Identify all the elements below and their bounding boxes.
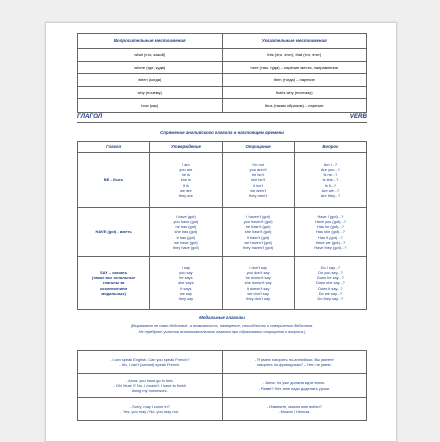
pronoun-interrogative: what (что, какой) [78,49,223,62]
conj-header-question: Вопрос [294,142,366,153]
conj-affirmative: I say you say he says she says it says we say they say [150,257,222,310]
pronoun-demonstrative: here (там, туда) – наречие места, направления [222,61,367,74]
conj-verb: HAVE (got) - иметь [78,208,150,257]
example-russian: - Извините, можно мне войти? - Можно / Нельзя. [222,398,367,421]
pronoun-interrogative: when (когда) [78,74,223,87]
section-title-en: VERB [349,113,367,120]
conj-header-verb: Глагол [78,142,150,153]
conj-header-affirmative: Утверждение [150,142,222,153]
example-english: - Anna, you must go to bed. - Oh! Must I? No, I mustn't. I have to finish doing my homework. [78,374,223,398]
example-russian: - Я умею говорить по-английски. Вы умеете говорить по-французски? – Нет, не умею. [222,351,367,374]
conj-negative: I'm not you aren't he isn't she isn't it isn't we aren't they aren't [222,153,294,208]
conj-verb: BE - быть [78,153,150,208]
modal-verbs-block [77,315,367,334]
conj-affirmative: I am you are he is she is it is we are they are [150,153,222,208]
example-english: - I can speak English. Can you speak French? - No, I can't (cannot) speak French. [78,351,223,374]
conj-question: Do I say...? Do you say...? Does he say...? Does she say...? Does it say...? Do we say...? Do they say...? [294,257,366,310]
pronoun-demonstrative: this (это, этот), that (тот, этот) [222,49,367,62]
modal-description: (Выражают не само действие, а возможность, намерение, способность к совершению действия. Не требуют участия вспомогательного глагола при образовании отрицания и вопроса.) [130,323,314,334]
document-page [45,22,397,442]
pronouns-table [77,33,367,113]
pronoun-demonstrative: then (тогда) – наречие [222,74,367,87]
example-english: - Sorry, may I come in? - Yes, you may / No, you may not. [78,398,223,421]
examples-table [77,350,367,421]
conj-question: Am I...? Are you...? Is he...? Is she...? Is it...? Are we...? Are they...? [294,153,366,208]
conj-negative: I haven't (got) you haven't (got) he hasn't (got) she hasn't (got) it hasn't (got) we haven't (got) they haven't (got) [222,208,294,257]
section-title-ru: ГЛАГОЛ [77,113,103,120]
pronoun-interrogative: where (где, куда) [78,61,223,74]
conjugation-title: Спряжение английского глагола в настоящем времени [160,130,284,135]
modal-title: Модальные глаголы [199,315,245,320]
conjugation-table [77,141,367,310]
conj-question: Have I (got)...? Have you (got)...? Has he (got)...? Has she (got)...? Has it (got)...? Have we (got)...? Have they (got)...? [294,208,366,257]
conj-negative: I don't say you don't say he doesn't say she doesn't say it doesn't say we don't say they don't say [222,257,294,310]
pronoun-demonstrative: thus (таким образом) – наречие [222,99,367,113]
conj-affirmative: I have (got) you have (got) he has (got) she has (got) it has (got) we have (got) they have (got) [150,208,222,257]
pronoun-interrogative: why (почему) [78,86,223,99]
pronouns-header-right: Указательные местоимения [222,34,367,49]
conj-header-negative: Отрицание [222,142,294,153]
conj-verb: SAY – сказать (также все остальные глаголы за исключением модальных) [78,257,150,310]
divider [77,122,367,123]
pronouns-header-left: Вопросительные местоимения [78,34,223,49]
example-russian: - Анна, ты уже должна идти спать. - Разве? Нет, мне надо доделать уроки. [222,374,367,398]
pronoun-interrogative: how (как) [78,99,223,113]
pronoun-demonstrative: that's why (поэтому) [222,86,367,99]
